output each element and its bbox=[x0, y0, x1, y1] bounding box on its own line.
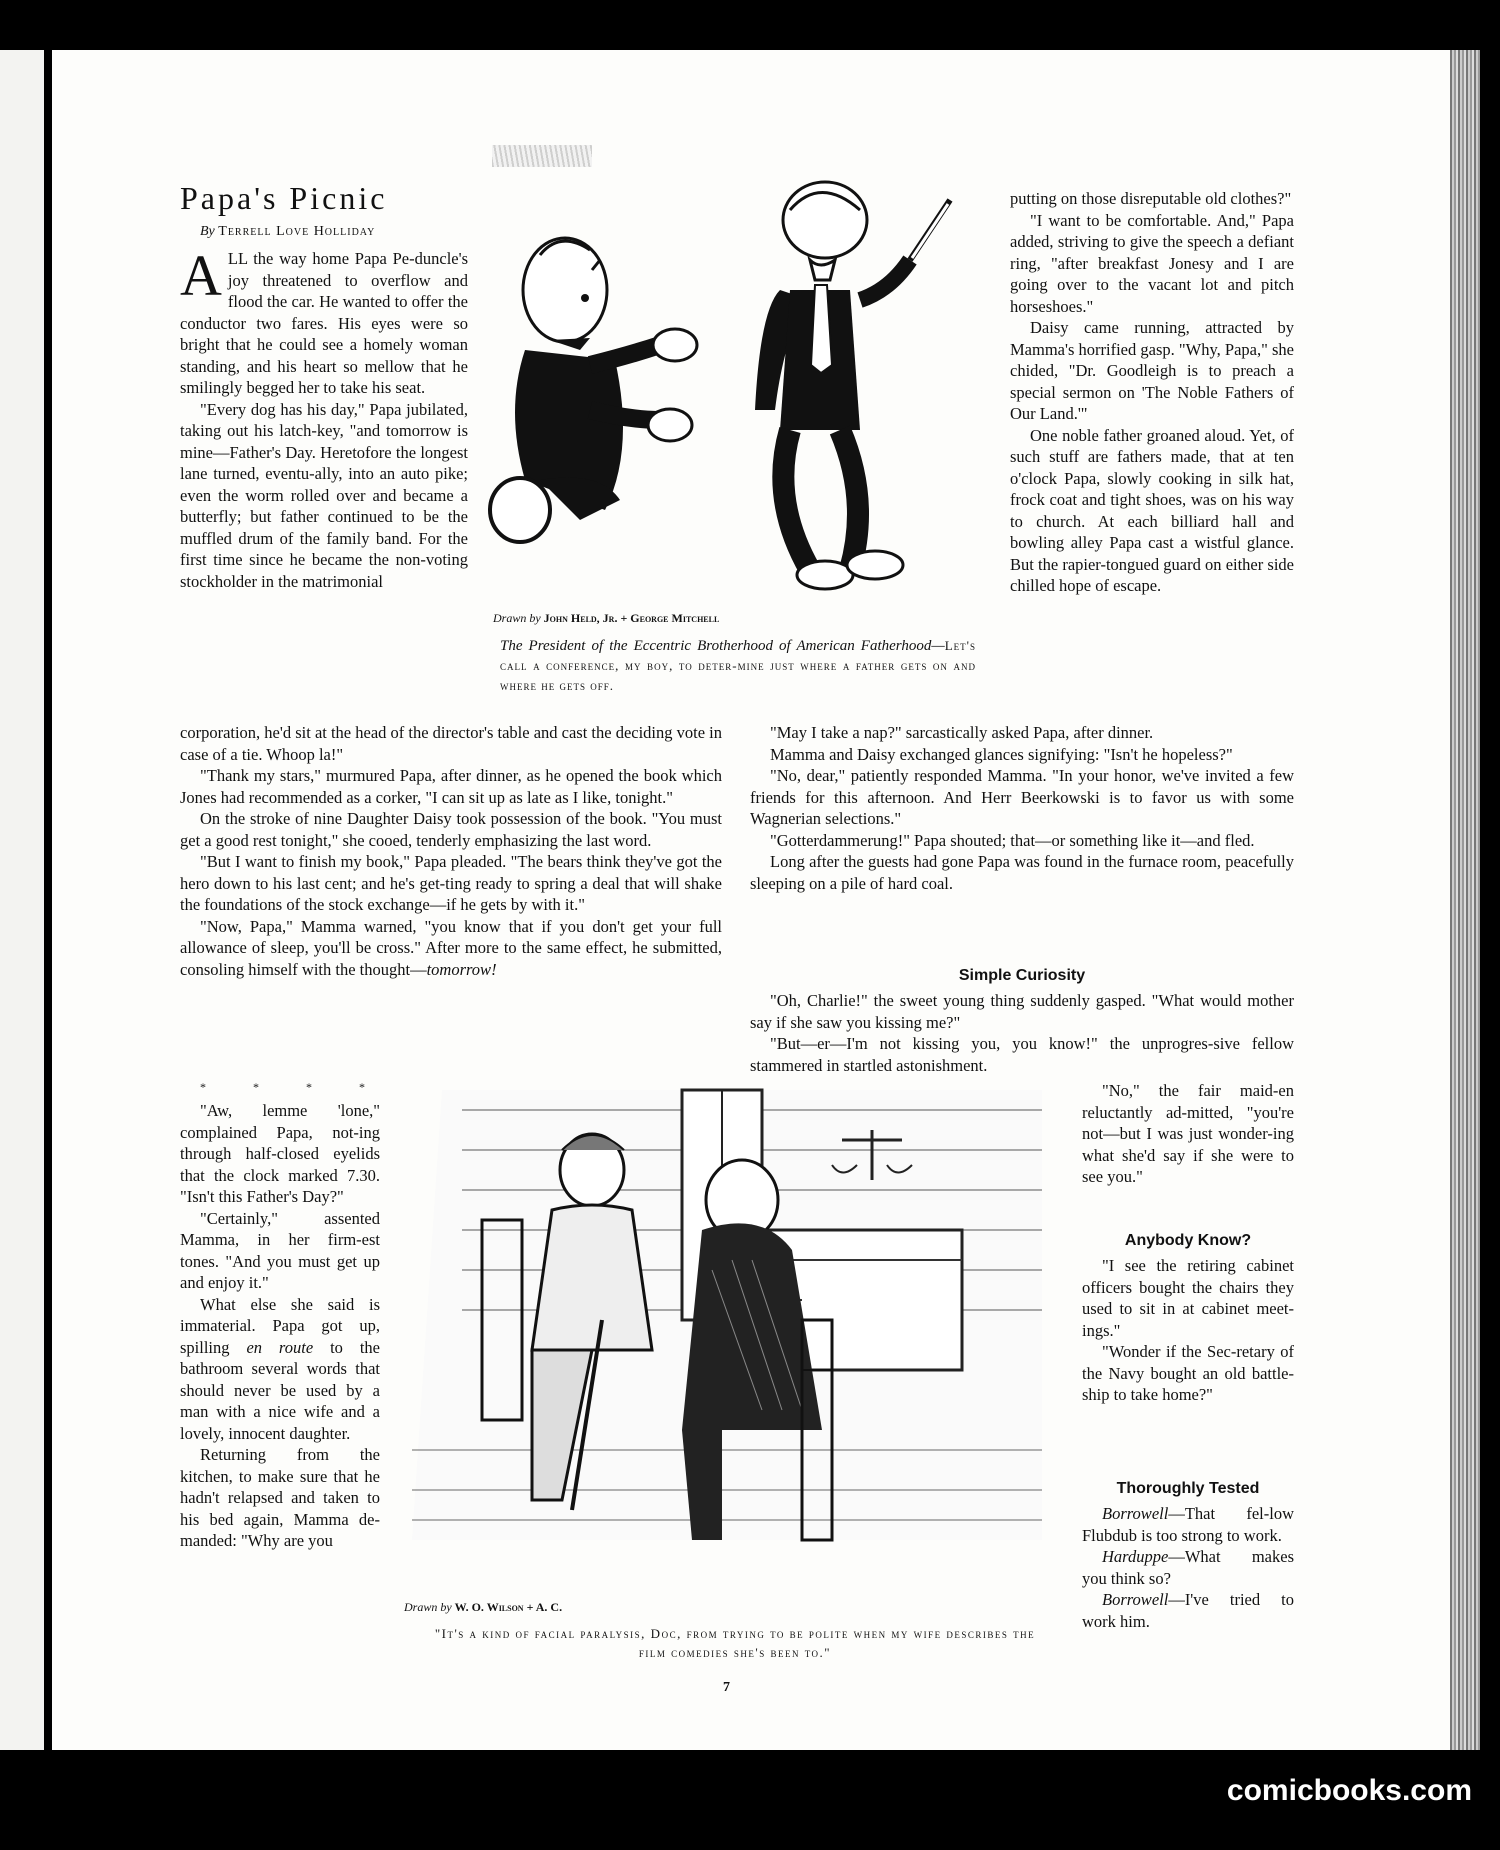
dialogue-line bbox=[1082, 1589, 1294, 1632]
line-text: —That fel-low Flubdub is too strong to work. bbox=[1082, 1504, 1294, 1545]
illustration2-credit bbox=[404, 1600, 562, 1615]
illustration2-caption: "It's a kind of facial paralysis, Doc, from trying to be polite when my wife describes the film comedies she's been to." bbox=[434, 1626, 1036, 1660]
watermark: comicbooks.com bbox=[1226, 1774, 1472, 1807]
speaker: Borrowell bbox=[1102, 1590, 1169, 1609]
credit-names: W. O. Wilson + A. C. bbox=[454, 1600, 563, 1614]
paragraph: putting on those disreputable old clothes?" bbox=[1010, 189, 1292, 208]
anybody-know-text bbox=[1082, 1255, 1294, 1406]
article-column-right-middle bbox=[750, 722, 1294, 894]
paragraph: Daisy came running, attracted by Mamma's horrified gasp. "Why, Papa," she chided, "Dr. Goodleigh is to preach a special sermon on 'The Noble Fathers of Our Land.'" bbox=[1010, 318, 1294, 423]
article-column-left-middle bbox=[180, 722, 722, 980]
paragraph: "Every dog has his day," Papa jubilated, taking out his latch-key, "and tomorrow is mine—Father's Day. Heretofore the longest lane turned, eventu-ally, into an auto pike; even the worm rolled over and became a butterfly; but father continued to be the muffled drum of the family band. For the first time since he became the non-voting stockholder in the matrimonial bbox=[180, 399, 468, 591]
illustration1-credit bbox=[493, 611, 719, 626]
heading-simple-curiosity: Simple Curiosity bbox=[958, 967, 1086, 984]
caption-italic: The President of the Eccentric Brotherhood of American Fatherhood— bbox=[500, 638, 945, 654]
byline-prefix: By bbox=[200, 224, 215, 239]
paragraph-opening bbox=[180, 243, 468, 399]
paragraph: Long after the guests had gone Papa was found in the furnace room, peacefully sleeping on a pile of hard coal. bbox=[750, 852, 1294, 893]
facing-page-edge bbox=[0, 50, 44, 1750]
article-column-left-upper bbox=[180, 243, 468, 592]
credit-prefix: Drawn by bbox=[404, 1600, 452, 1614]
drop-cap: A bbox=[180, 243, 222, 308]
article-column-right bbox=[1010, 188, 1294, 597]
dialogue-line bbox=[1082, 1546, 1294, 1589]
paragraph: "No," the fair maid-en reluctantly ad-mitted, "you're not—but I was just wonder-ing what she'd say if she were to see you." bbox=[1082, 1081, 1294, 1186]
paragraph: corporation, he'd sit at the head of the director's table and cast the deciding vote in case of a tie. Whoop la!" bbox=[180, 723, 723, 764]
dialogue-line bbox=[1082, 1503, 1294, 1546]
paragraph: "May I take a nap?" sarcastically asked Papa, after dinner. bbox=[770, 723, 1154, 742]
paragraph: "I see the retiring cabinet officers bought the chairs they used to sit in at cabinet meet-ings." bbox=[1082, 1256, 1294, 1340]
heading-anybody-know: Anybody Know? bbox=[1124, 1232, 1252, 1249]
illustration-doctor-office bbox=[402, 1070, 1070, 1590]
speaker: Borrowell bbox=[1102, 1504, 1169, 1523]
paragraph: On the stroke of nine Daughter Daisy took possession of the book. "You must get a good rest tonight," she cooed, tenderly emphasizing the last word. bbox=[180, 809, 722, 850]
paragraph: "But—er—I'm not kissing you, you know!" the unprogres-sive fellow stammered in startled astonishment. bbox=[750, 1034, 1294, 1075]
article-title: Papa's Picnic bbox=[180, 180, 388, 216]
paragraph: "Thank my stars," murmured Papa, after dinner, as he opened the book which Jones had recommended as a corker, "I can sit up as late as I like, tonight." bbox=[180, 766, 722, 807]
paragraph-text: "Now, Papa," Mamma warned, "you know that if you don't get your full allowance of sleep, you'll be cross." After more to the same effect, he submitted, consoling himself with the thought— bbox=[180, 916, 722, 979]
paragraph: "No, dear," patiently responded Mamma. "In your honor, we've invited a few friends for this afternoon. And Herr Beerkowski is to favor us with some Wagnerian selections." bbox=[750, 766, 1294, 828]
paragraph: Returning from the kitchen, to make sure that he hadn't relapsed and taken to his bed again, Mamma de-manded: "Why are you bbox=[180, 1445, 380, 1550]
speaker: Harduppe bbox=[1102, 1547, 1169, 1566]
page-number: 7 bbox=[723, 1680, 730, 1695]
paragraph bbox=[180, 1294, 380, 1445]
paragraph: "Wonder if the Sec-retary of the Navy bought an old battle-ship to take home?" bbox=[1082, 1342, 1294, 1404]
line-text: —I've tried to work him. bbox=[1082, 1590, 1294, 1631]
paragraph-text: LL the way home Papa Pe-duncle's joy threatened to overflow and flood the car. He wanted to offer the conductor two fares. His eyes were so bright that he could see a homely woman standing, and his heart so mellow that he smilingly begged her to take his seat. bbox=[180, 249, 468, 397]
illustration1-caption bbox=[500, 636, 976, 696]
credit-prefix: Drawn by bbox=[493, 611, 541, 625]
book-spine bbox=[1450, 50, 1480, 1750]
paragraph: "Oh, Charlie!" the sweet young thing suddenly gasped. "What would mother say if she saw you kissing me?" bbox=[750, 991, 1294, 1032]
emphasis: tomorrow! bbox=[426, 959, 497, 979]
paragraph-text: What else she said is immaterial. Papa got up, spilling bbox=[180, 1294, 380, 1357]
thoroughly-tested-text bbox=[1082, 1503, 1294, 1632]
article-column-left-lower bbox=[180, 1100, 380, 1552]
simple-curiosity-text bbox=[750, 990, 1294, 1076]
paragraph: "I want to be comfortable. And," Papa added, striving to give the speech a defiant ring, "after breakfast Jonesy and I are going over to the vacant lot and pitch horseshoes." bbox=[1010, 210, 1294, 316]
byline bbox=[200, 224, 375, 240]
caption-smallcaps: Let's call a conference, my boy, to deter-mine just where a father gets on and where he gets off. bbox=[500, 638, 976, 693]
section-break: * * * * bbox=[200, 1080, 387, 1094]
paragraph bbox=[180, 916, 722, 981]
illustration-two-fathers bbox=[480, 180, 980, 600]
print-smudge bbox=[492, 145, 592, 167]
paragraph: "Aw, lemme 'lone," complained Papa, not-ing through half-closed eyelids that the clock marked 7.30. "Isn't this Father's Day?" bbox=[180, 1101, 380, 1206]
credit-names: John Held, Jr. + George Mitchell bbox=[543, 611, 720, 625]
paragraph: "Certainly," assented Mamma, in her firm-est tones. "And you must get up and enjoy it." bbox=[180, 1208, 380, 1292]
line-text: —What makes you think so? bbox=[1082, 1547, 1294, 1588]
byline-author: Terrell Love Holliday bbox=[218, 224, 376, 239]
paragraph: Mamma and Daisy exchanged glances signifying: "Isn't he hopeless?" bbox=[770, 744, 1233, 764]
emphasis: en route bbox=[246, 1337, 314, 1357]
paragraph: One noble father groaned aloud. Yet, of such stuff are fathers made, that at ten o'clock Papa, slowly cooking in silk hat, frock coat and tight shoes, was on his way to church. At each billiard hall and bowling alley Papa cast a wistful glance. But the rapier-tongued guard on either side chilled hope of escape. bbox=[1010, 425, 1294, 595]
paragraph: "Gotterdammerung!" Papa shouted; that—or something like it—and fled. bbox=[770, 830, 1255, 850]
simple-curiosity-text-narrow bbox=[1082, 1080, 1294, 1188]
paragraph: "But I want to finish my book," Papa pleaded. "The bears think they've got the hero down to his last cent; and he's get-ting ready to spring a deal that will shake the foundations of the stock exchange—if he gets by with it." bbox=[180, 852, 722, 914]
heading-thoroughly-tested: Thoroughly Tested bbox=[1116, 1480, 1260, 1497]
paragraph-text: to the bathroom several words that should never be used by a man with a nice wife and a lovely, innocent daughter. bbox=[180, 1337, 380, 1443]
